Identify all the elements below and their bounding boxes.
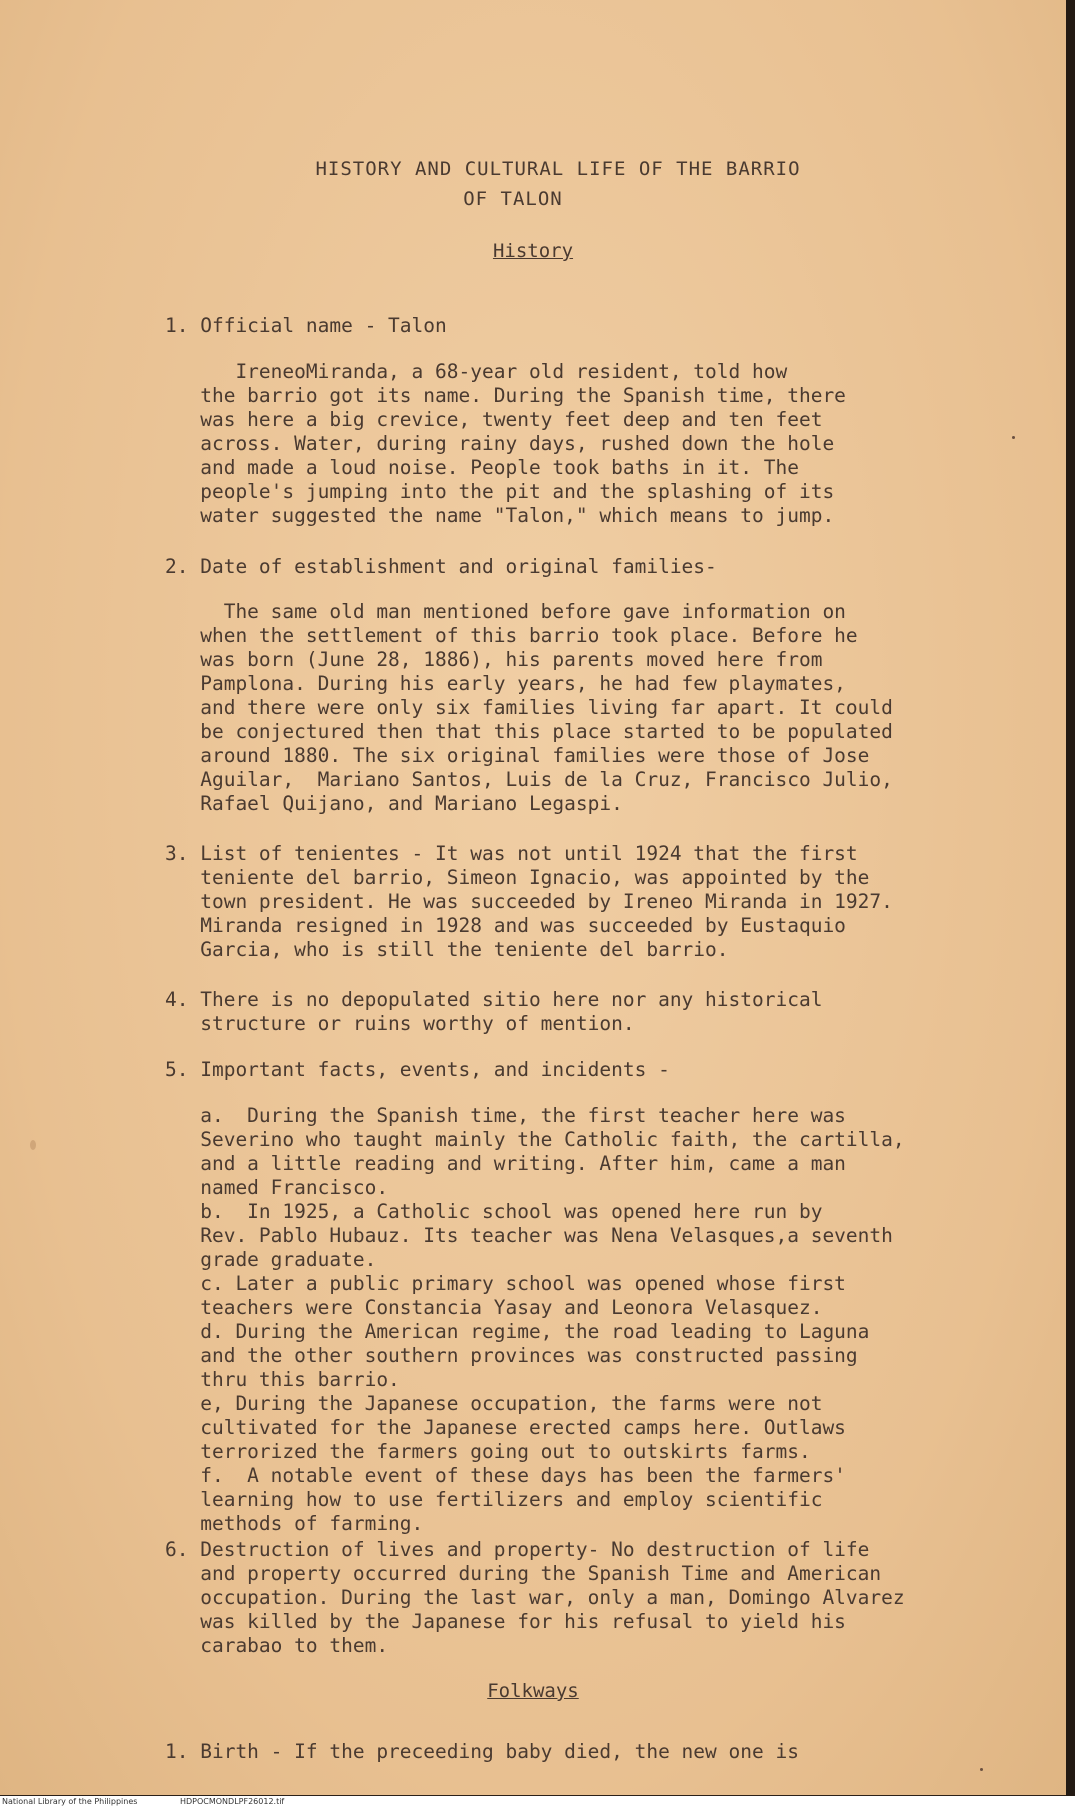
item-establishment: 2. Date of establishment and original families- [165,555,717,578]
footer-file: HDPOCMONDLPF26012.tif [179,1797,285,1806]
item-important-facts: 5. Important facts, events, and incidents - [165,1058,670,1081]
para-events: a. During the Spanish time, the first teacher here was Severino who taught mainly the Catholic faith, the cartilla, and a little reading and writing. After him, came a man named Francisco. b. In 1925, a Catholic school was opened here run by Rev. Pablo Hubauz. Its teacher was Nena Velasques,a seventh grade graduate. c. Later a public primary school was opened whose first teachers were Constancia Yasay and Leonora Velasquez. d. During the American regime, the road leading to Laguna and the other southern provinces was constructed passing thru this barrio. e, During the Japanese occupation, the farms were not cultivated for the Japanese erected camps here. Outlaws terrorized the farmers going out to outskirts farms. f. A notable event of these days has been the farmers' learning how to use fertilizers and employ scientific methods of farming. [200,1104,905,1535]
title-line-1: HISTORY AND CULTURAL LIFE OF THE BARRIO [315,158,801,180]
item-official-name: 1. Official name - Talon [165,314,447,337]
footer-library: National Library of the Philippines [2,1797,138,1806]
history-heading: History [492,240,574,262]
para-establishment: The same old man mentioned before gave information on when the settlement of this barrio took place. Before he was born (June 28, 1886), his parents moved here from Pamplona. During his early years, he had few playmates, and there were only six families living far apart. It could be conjectured then that this place started to be populated around 1880. The six original families were those of Jose Aguilar, Mariano Santos, Luis de la Cruz, Francisco Julio, Rafael Quijano, and Mariano Legaspi. [200,600,893,815]
paper-speck [980,1768,983,1771]
para-name-origin: IreneoMiranda, a 68-year old resident, told how the barrio got its name. During the Spanish time, there was here a big crevice, twenty feet deep and ten feet across. Water, during rainy days, rushed down the hole and made a loud noise. People took baths in it. The people's jumping into the pit and the splashing of its water suggested the name "Talon," which means to jump. [200,360,846,527]
paper-speck [1012,436,1015,439]
scan-edge [1066,0,1075,1808]
scan-footer [0,1796,1075,1808]
item-birth: 1. Birth - If the preceeding baby died, the new one is [165,1740,799,1763]
item-tenientes: 3. List of tenientes - It was not until 1924 that the first teniente del barrio, Simeon Ignacio, was appointed by the town president. He was succeeded by Ireneo Miranda in 1927. Miranda resigned in 1928 and was succeeded by Eustaquio Garcia, who is still the teniente del barrio. [165,842,893,961]
document-title [0,158,1066,210]
paper-stain [30,1140,36,1150]
folkways-heading: Folkways [487,1680,579,1702]
title-line-2: OF TALON [463,188,563,210]
item-depopulated-sitio: 4. There is no depopulated sitio here nor any historical structure or ruins worthy of mention. [165,988,823,1035]
item-destruction: 6. Destruction of lives and property- No destruction of life and property occurred during the Spanish Time and American occupation. During the last war, only a man, Domingo Alvarez was killed by the Japanese for his refusal to yield his carabao to them. [165,1538,905,1657]
